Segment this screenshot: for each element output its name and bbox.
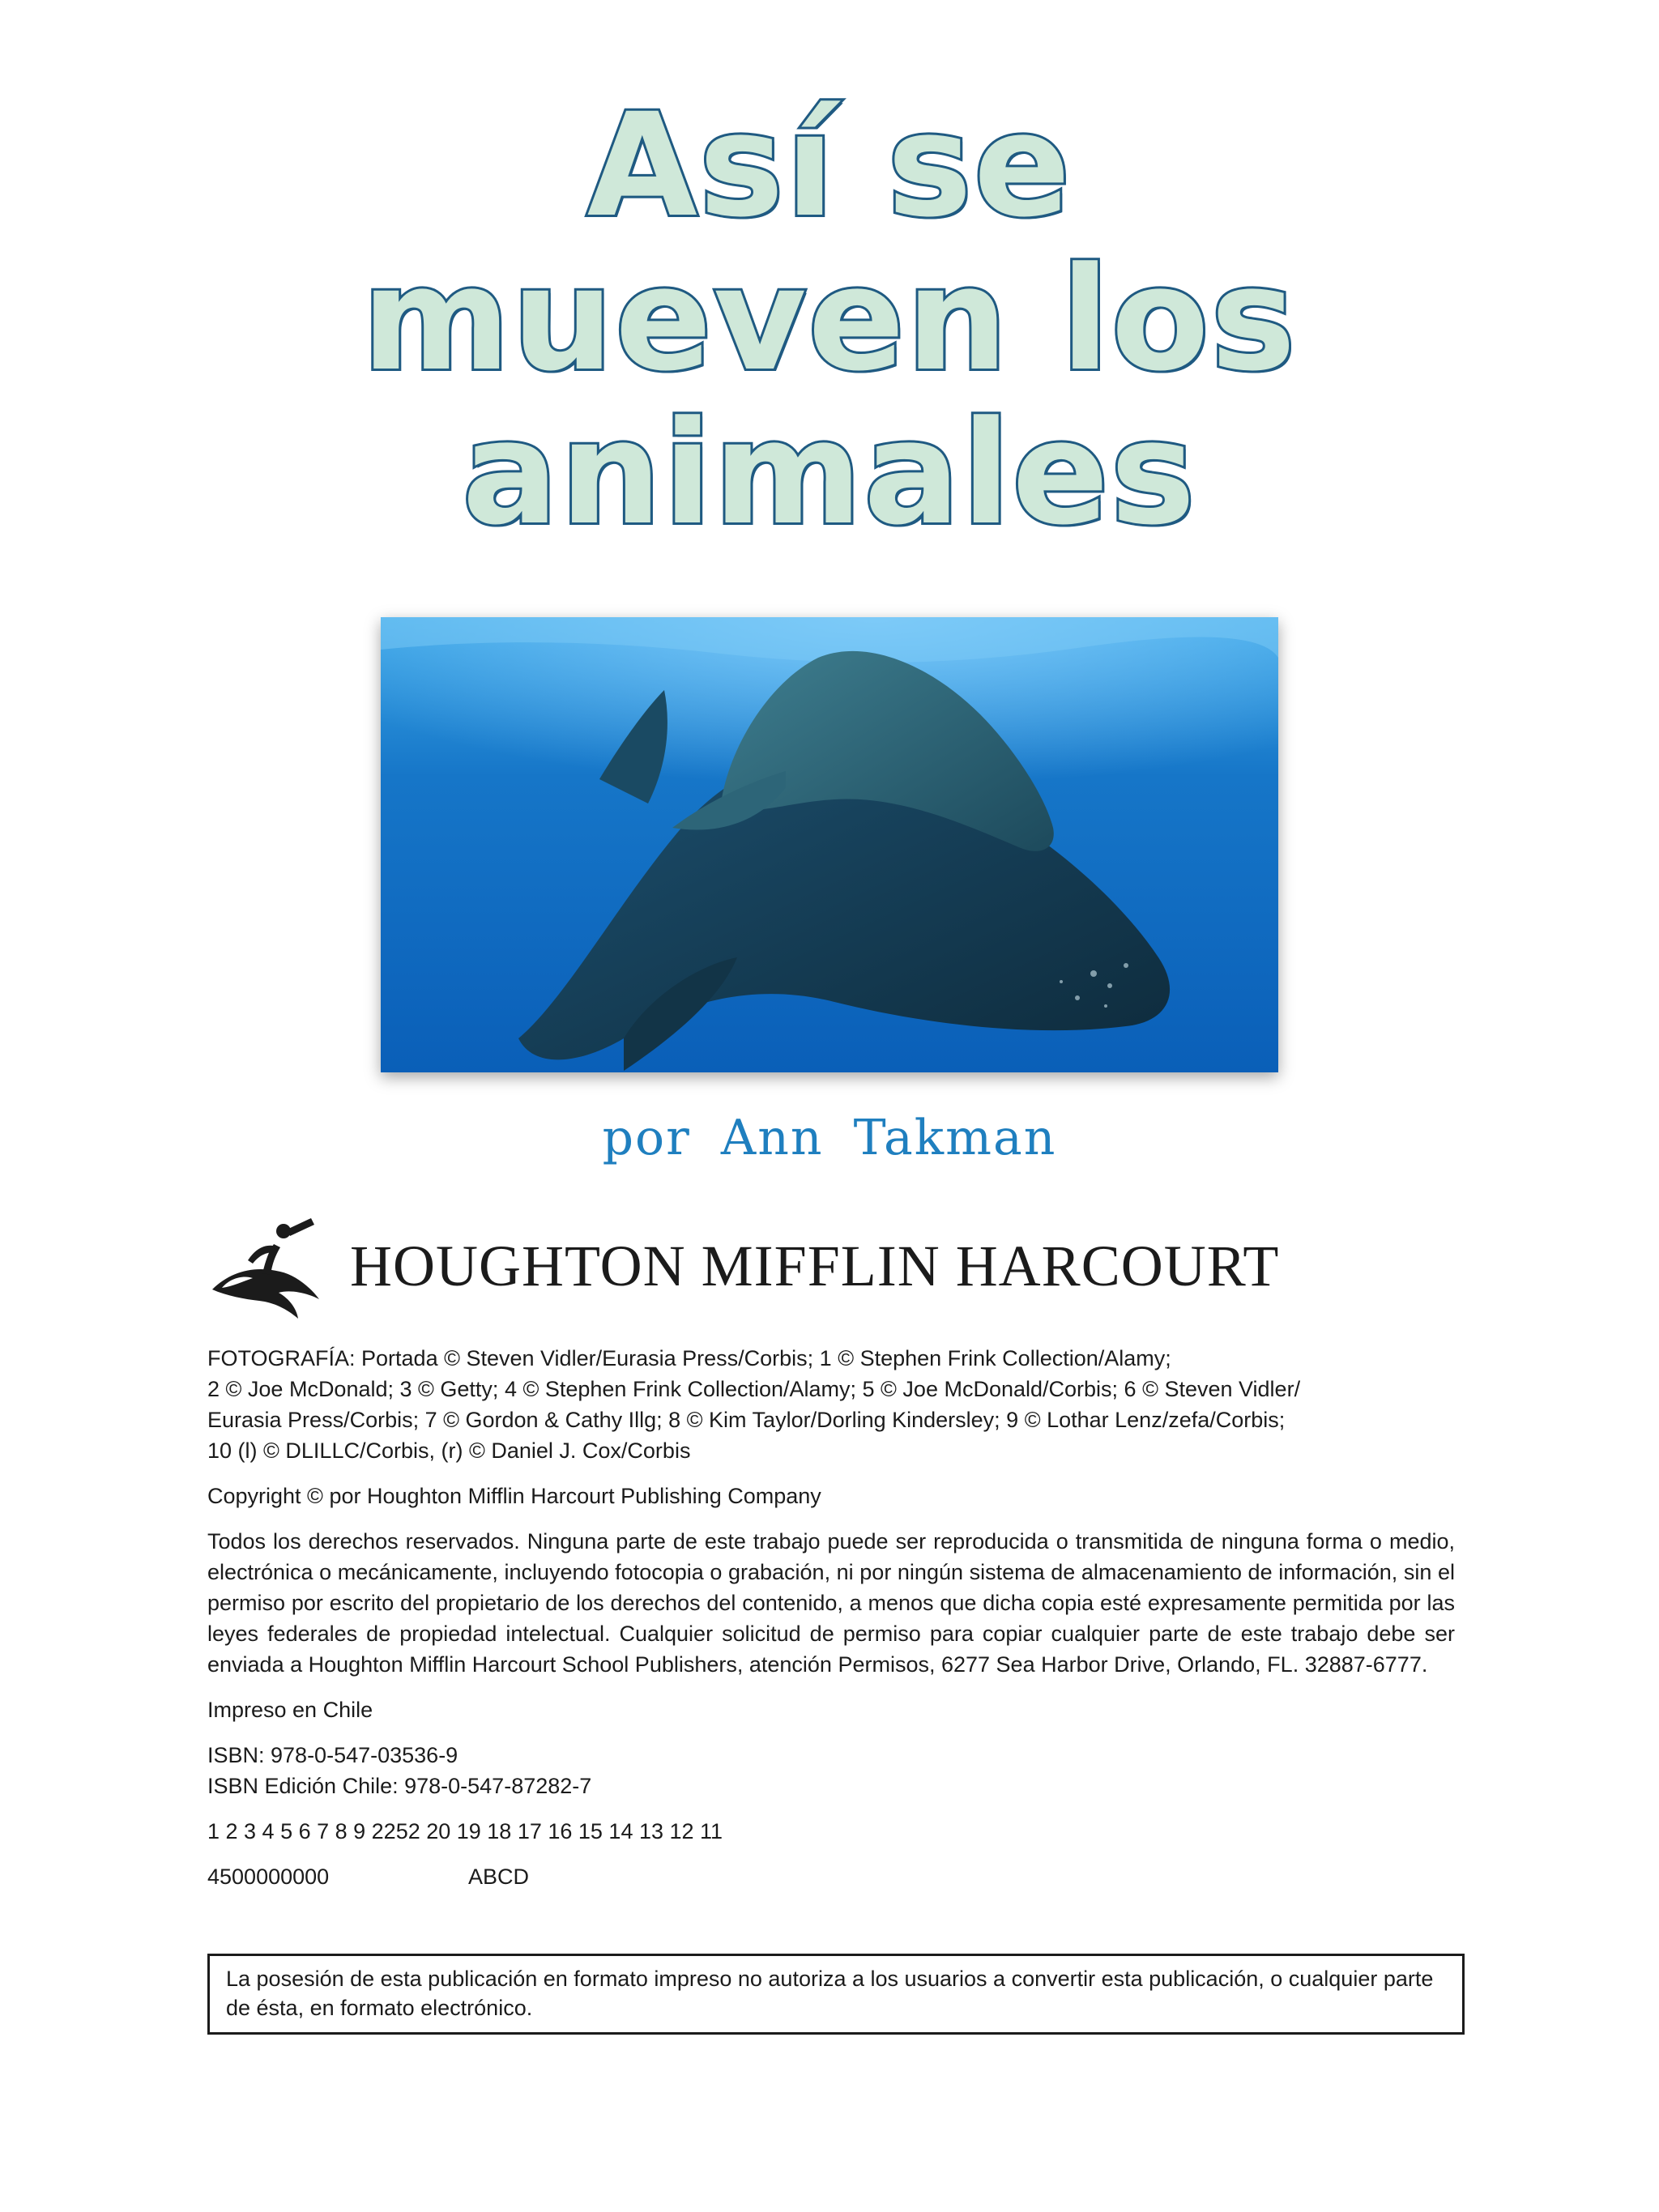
photo-credit-line: Eurasia Press/Corbis; 7 © Gordon & Cathy Illg; 8 © Kim Taylor/Dorling Kindersley; 9 © Lothar Lenz/zefa/Corbis; bbox=[207, 1408, 1286, 1432]
photo-credit-line: 10 (l) © DLILLC/Corbis, (r) © Daniel J. Cox/Corbis bbox=[207, 1438, 691, 1463]
photo-credits bbox=[207, 1343, 1455, 1466]
isbn-block bbox=[207, 1740, 1455, 1801]
photo-credit-line: 2 © Joe McDonald; 3 © Getty; 4 © Stephen Frink Collection/Alamy; 5 © Joe McDonald/Corbis; 6 © Steven Vidler/ bbox=[207, 1377, 1301, 1401]
author-byline: por Ann Takman bbox=[602, 1110, 1057, 1166]
book-title bbox=[0, 83, 1659, 556]
rider-on-dolphin-logo-icon bbox=[206, 1215, 327, 1320]
isbn: ISBN: 978-0-547-03536-9 bbox=[207, 1743, 458, 1767]
publisher-block bbox=[206, 1215, 1340, 1320]
credits-block bbox=[207, 1343, 1455, 1907]
product-letters: ABCD bbox=[468, 1865, 530, 1889]
title-line-1: Así se bbox=[586, 83, 1073, 249]
print-line: 1 2 3 4 5 6 7 8 9 2252 20 19 18 17 16 15 14 13 12 11 bbox=[207, 1819, 723, 1843]
title-line-3: animales bbox=[462, 390, 1197, 556]
humpback-whales-photo bbox=[381, 617, 1278, 1072]
title-line-2: mueven los bbox=[361, 237, 1298, 403]
publisher-name: HOUGHTON MIFFLIN HARCOURT bbox=[350, 1234, 1280, 1298]
digital-rights-notice: La posesión de esta publicación en formato impreso no autoriza a los usuarios a convertir esta publicación, o cualquier parte de ésta, en formato electrónico. bbox=[207, 1954, 1465, 2035]
product-code: 4500000000 bbox=[207, 1865, 330, 1889]
rights-paragraph: Todos los derechos reservados. Ninguna parte de este trabajo puede ser reproducida o transmitida de ninguna forma o medio, electrónica o mecánicamente, incluyendo fotocopia o grabación, ni por ningún sistema de almacenamiento de información, sin el permiso por escrito del propietario de los derechos del contenido, a menos que dicha copia esté expresamente permitida por las leyes federales de propiedad intelectual. Cualquier solicitud de permiso para copiar cualquier parte de este trabajo debe ser enviada a Houghton Mifflin Harcourt School Publishers, atención Permisos, 6277 Sea Harbor Drive, Orlando, FL. 32887-6777. bbox=[207, 1529, 1455, 1677]
photo-credit-line: FOTOGRAFÍA: Portada © Steven Vidler/Eurasia Press/Corbis; 1 © Stephen Frink Collection/Alamy; bbox=[207, 1346, 1171, 1370]
printed-in: Impreso en Chile bbox=[207, 1698, 373, 1722]
copyright-line: Copyright © por Houghton Mifflin Harcourt Publishing Company bbox=[207, 1484, 821, 1508]
code-row bbox=[207, 1861, 1455, 1892]
isbn-chile: ISBN Edición Chile: 978-0-547-87282-7 bbox=[207, 1774, 592, 1798]
cover-photo bbox=[381, 617, 1278, 1072]
